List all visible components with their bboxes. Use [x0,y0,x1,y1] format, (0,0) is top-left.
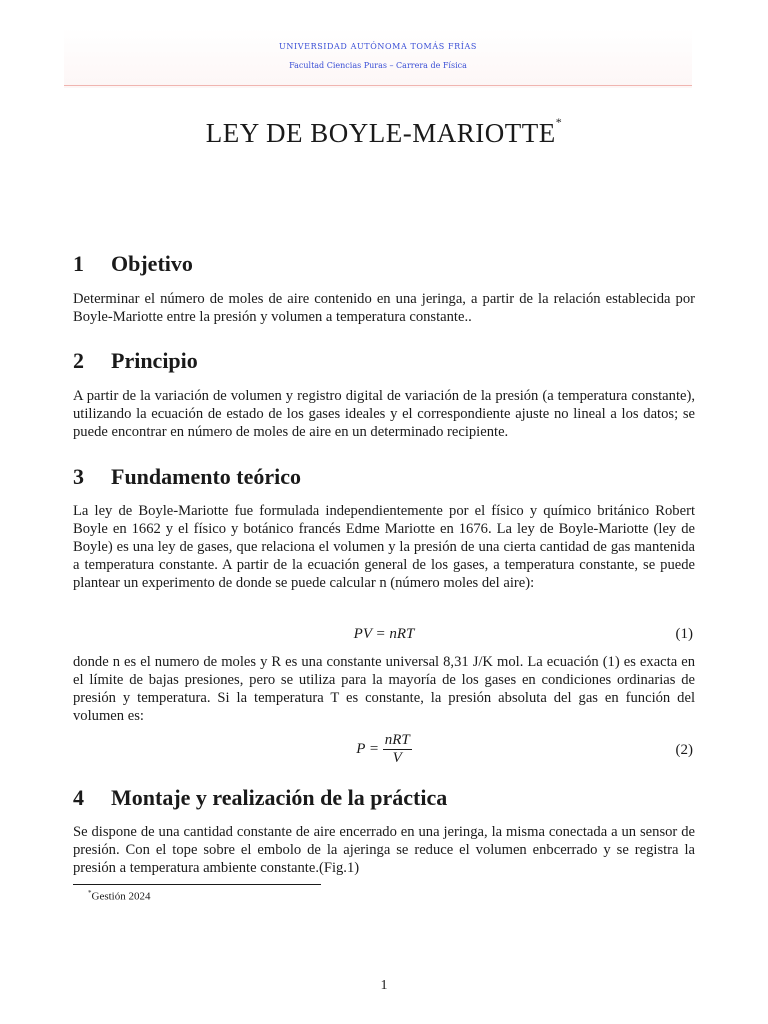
section-number: 2 [73,348,84,373]
section-title: Montaje y realización de la práctica [111,785,448,810]
footnote-text: Gestión 2024 [91,890,151,903]
section-title: Fundamento teórico [111,464,302,489]
footnote-divider [73,884,321,885]
paragraph-fundamento-1: La ley de Boyle-Mariotte fue formulada independientemente por el físico y químico británico Robert Boyle en 1662 y el físico y botánico francés Edme Mariotte en 1676. La ley de Boyle-Mariotte (ley de Boyle) es una ley de gases, que relaciona el volumen y la presión de una cierta cantidad de gas mantenida a temperatura constante. A partir de la ecuación general de los gases, a temperatura constante, se puede plantear un experimento de donde se puede calcular n (número moles del aire): [73,503,695,591]
paragraph-principio: A partir de la variación de volumen y registro digital de variación de la presión (a temperatura constante), utilizando la ecuación de estado de los gases ideales y el correspondiente ajuste no lineal a los datos; se puede encontrar en número de moles de aire en un determinado recipiente. [73,388,695,440]
equation-2-numerator: nRT [384,732,410,748]
equation-2-expr [73,732,695,767]
equation-2-fraction [383,732,412,767]
section-heading-objetivo [73,251,695,277]
section-heading-montaje [73,785,695,811]
section-number: 1 [73,251,84,276]
section-number: 4 [73,785,84,810]
equation-1-expr: PV = nRT [353,626,415,642]
university-name: UNIVERSIDAD AUTÓNOMA TOMÁS FRÍAS [279,42,477,51]
section-heading-principio [73,348,695,374]
equation-2 [73,732,695,768]
equation-2-number: (2) [675,742,693,758]
paper-title-text: LEY DE BOYLE-MARIOTTE [205,118,556,148]
page-header [64,28,692,88]
section-heading-fundamento [73,464,695,490]
section-number: 3 [73,464,84,489]
title-footnote-mark: * [555,115,563,129]
equation-1 [73,626,695,646]
page-number: 1 [380,978,388,993]
section-title: Principio [111,348,198,373]
footnote [88,889,150,903]
paper-title [0,115,768,149]
equation-2-lhs: P = [356,740,379,757]
equation-2-denominator: V [392,750,402,766]
paragraph-montaje: Se dispone de una cantidad constante de aire encerrado en una jeringa, la misma conectada a un sensor de presión. Con el tope sobre el embolo de la ajeringa se reduce el volumen enbcerrado y se registra la presión a temperatura ambiente constante.(Fig.1) [73,824,695,876]
section-title: Objetivo [111,251,193,276]
equation-1-number: (1) [675,626,693,642]
header-divider [64,85,692,86]
paragraph-fundamento-2: donde n es el numero de moles y R es una constante universal 8,31 J/K mol. La ecuación (1) es exacta en el límite de bajas presiones, pero se utiliza para la mayoría de los gases en condiciones ordinarias de presión y temperatura. Si la temperatura T es constante, la presión absoluta del gas en función del volumen es: [73,654,695,724]
faculty-name: Facultad Ciencias Puras – Carrera de Física [289,61,467,70]
paragraph-objetivo: Determinar el número de moles de aire contenido en una jeringa, a partir de la relación establecida por Boyle-Mariotte entre la presión y volumen a temperatura constante.. [73,291,695,325]
footnote-mark: * [88,889,92,897]
